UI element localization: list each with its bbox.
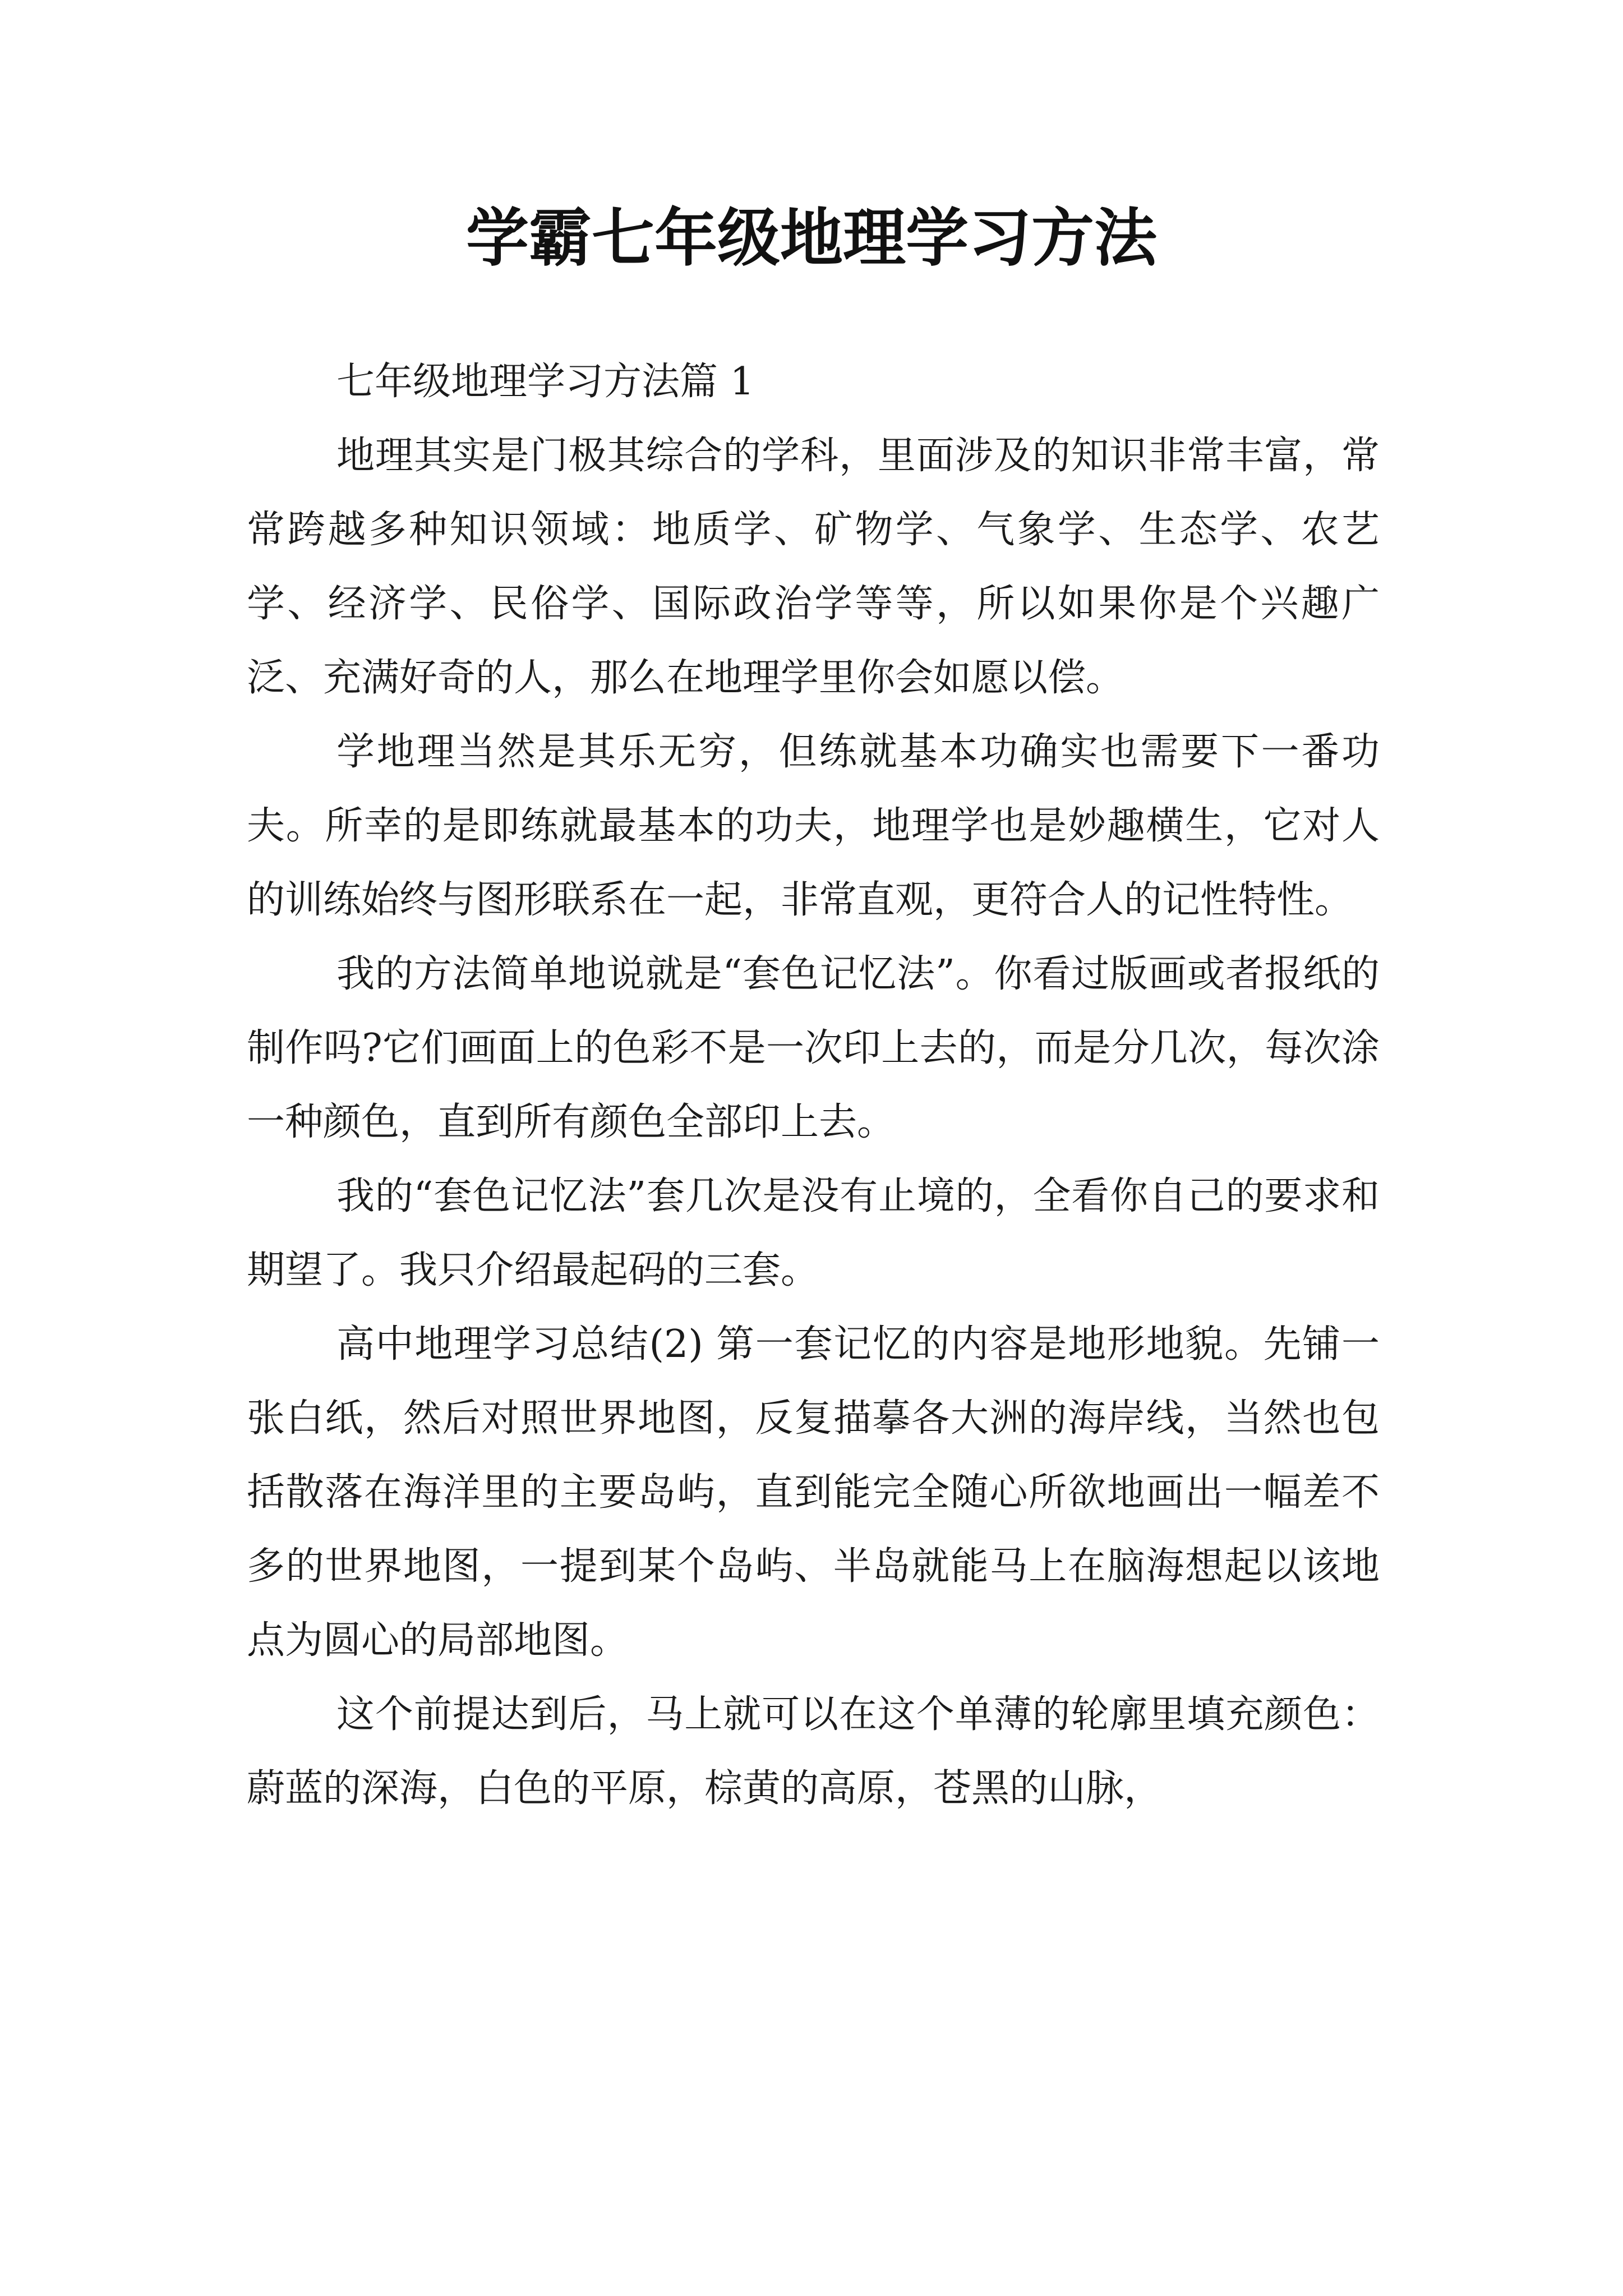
document-title: 学霸七年级地理学习方法: [466, 201, 1157, 275]
paragraph: 我的方法简单地说就是“套色记忆法”。你看过版画或者报纸的制作吗?它们画面上的色彩不是一次印上去的，而是分几次，每次涂一种颜色，直到所有颜色全部印上去。: [247, 952, 1380, 1144]
paragraph: 这个前提达到后，马上就可以在这个单薄的轮廓里填充颜色：蔚蓝的深海，白色的平原，棕黄的高原，苍黑的山脉，: [247, 1692, 1380, 1811]
document-body: [247, 345, 1380, 1826]
paragraph: 我的“套色记忆法”套几次是没有止境的，全看你自己的要求和期望了。我只介绍最起码的三套。: [247, 1174, 1380, 1292]
paragraph: 高中地理学习总结(2) 第一套记忆的内容是地形地貌。先铺一张白纸，然后对照世界地图，反复描摹各大洲的海岸线，当然也包括散落在海洋里的主要岛屿，直到能完全随心所欲地画出一幅差不多的世界地图，一提到某个岛屿、半岛就能马上在脑海想起以该地点为圆心的局部地图。: [247, 1322, 1380, 1663]
paragraph: 学地理当然是其乐无穷，但练就基本功确实也需要下一番功夫。所幸的是即练就最基本的功夫，地理学也是妙趣横生，它对人的训练始终与图形联系在一起，非常直观，更符合人的记性特性。: [247, 730, 1380, 922]
section-heading: 七年级地理学习方法篇 1: [336, 360, 754, 404]
paragraph: 地理其实是门极其综合的学科，里面涉及的知识非常丰富，常常跨越多种知识领域：地质学、矿物学、气象学、生态学、农艺学、经济学、民俗学、国际政治学等等，所以如果你是个兴趣广泛、充满好奇的人，那么在地理学里你会如愿以偿。: [247, 434, 1380, 700]
